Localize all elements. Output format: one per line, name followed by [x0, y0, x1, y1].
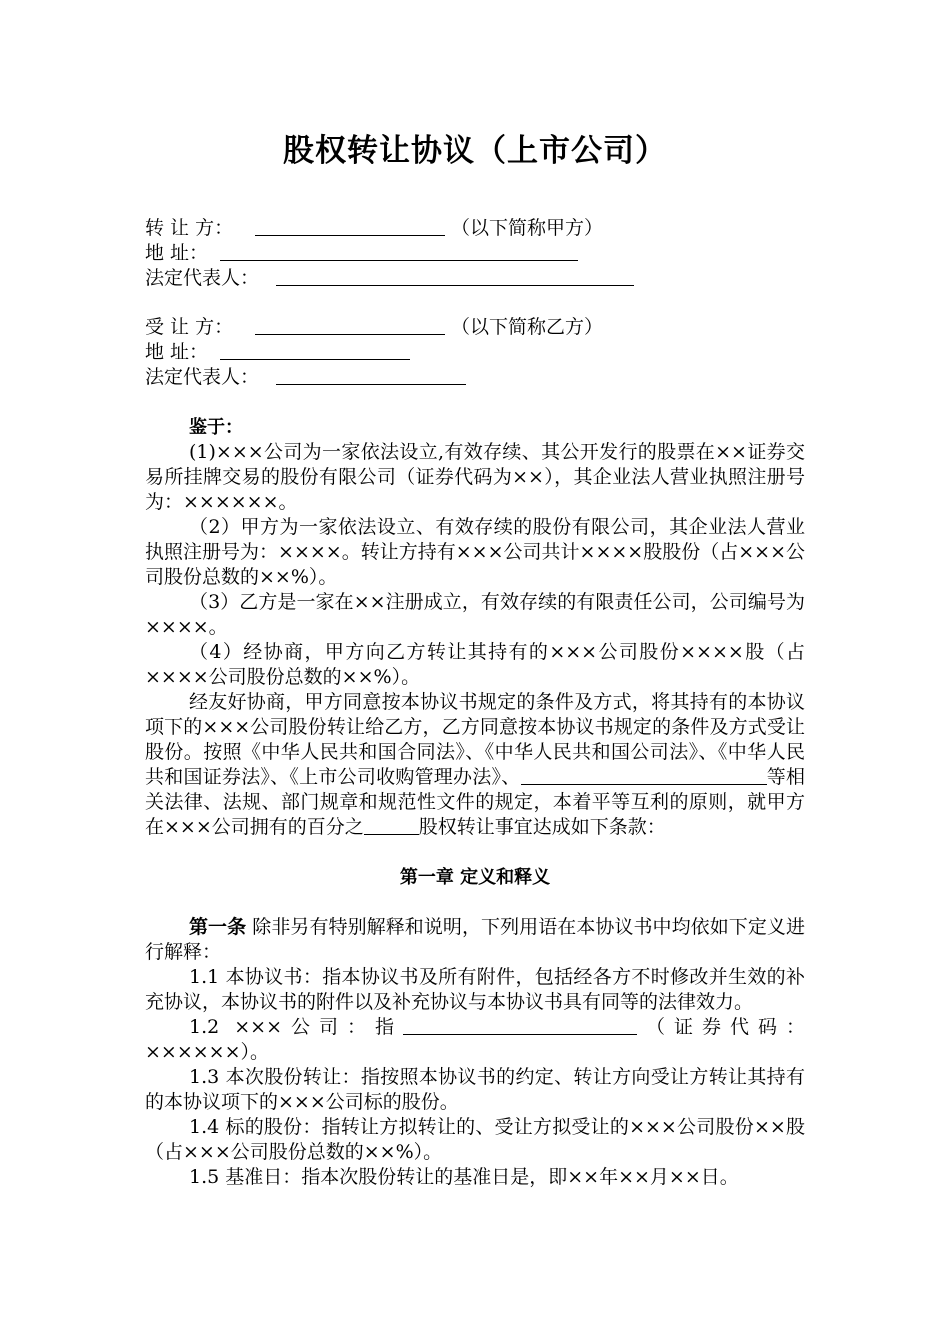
transferee-address-line [145, 340, 805, 365]
transferor-line [145, 216, 805, 241]
transferor-suffix: （以下简称甲方） [451, 217, 604, 239]
party-b-block [145, 315, 805, 390]
definition-1-2 [145, 1015, 805, 1065]
transferee-rep-label: 法定代表人： [145, 366, 260, 388]
transferor-rep-label: 法定代表人： [145, 267, 260, 289]
whereas-closing [145, 690, 805, 840]
transferor-label: 转 让 方： [145, 217, 234, 239]
transferee-rep-blank [276, 365, 466, 385]
definition-1-1: 1.1 本协议书：指本协议书及所有附件，包括经各方不时修改并生效的补充协议，本协议书的附件以及补充协议与本协议书具有同等的法律效力。 [145, 966, 805, 1013]
transferee-line [145, 315, 805, 340]
transferee-label: 受 让 方： [145, 316, 234, 338]
transferee-suffix: （以下简称乙方） [451, 316, 604, 338]
closing-text-3: 股权转让事宜达成如下条款： [418, 816, 666, 838]
definition-1-2-post: （证券代码：××××××）。 [145, 1016, 805, 1063]
article-1-heading: 第一条 [189, 916, 247, 938]
transferor-address-blank [220, 241, 578, 261]
percentage-blank [364, 815, 419, 835]
chapter-1-title: 第一章 定义和释义 [399, 867, 551, 888]
document-title: 股权转让协议（上市公司） [283, 133, 667, 169]
definition-1-3: 1.3 本次股份转让：指按照本协议书的约定、转让方向受让方转让其持有的本协议项下的×××公司标的股份。 [145, 1066, 805, 1113]
transferor-rep-blank [276, 266, 634, 286]
transferee-address-label: 地 址： [145, 341, 209, 363]
party-a-block [145, 216, 805, 291]
whereas-item-4: （4）经协商，甲方向乙方转让其持有的×××公司股份××××股（占××××公司股份总数的××%）。 [145, 641, 805, 688]
definition-1-2-pre: 1.2 ×××公司：指 [189, 1016, 403, 1038]
transferor-rep-line [145, 266, 805, 291]
transferee-blank [255, 315, 445, 335]
whereas-item-2: （2）甲方为一家依法设立、有效存续的股份有限公司，其企业法人营业执照注册号为：××××。转让方持有×××公司共计××××股股份（占×××公司股份总数的××%）。 [145, 516, 805, 588]
definition-1-4: 1.4 标的股份：指转让方拟转让的、受让方拟受让的×××公司股份××股（占×××公司股份总数的××%）。 [145, 1116, 805, 1163]
company-name-blank [403, 1015, 637, 1035]
transferee-address-blank [220, 340, 410, 360]
closing-text-1: 经友好协商，甲方同意按本协议书规定的条件及方式，将其持有的本协议项下的×××公司股份转让给乙方，乙方同意按本协议书规定的条件及方式受让股份。按照《中华人民共和国合同法》、《中华人民共和国公司法》、《中华人民共和国证券法》、《上市公司收购管理办法》、 [145, 691, 805, 788]
laws-blank [521, 765, 767, 785]
closing-text-2: 等相关法律、法规、部门规章和规范性文件的规定，本着平等互利的原则，就甲方在×××公司拥有的百分之 [145, 766, 805, 838]
whereas-heading: 鉴于： [189, 417, 243, 438]
transferor-address-line [145, 241, 805, 266]
document-body [145, 415, 805, 1190]
transferee-rep-line [145, 365, 805, 390]
whereas-item-3: （3）乙方是一家在××注册成立，有效存续的有限责任公司，公司编号为××××。 [145, 591, 805, 638]
whereas-item-1: (1)×××公司为一家依法设立,有效存续、其公开发行的股票在××证券交易所挂牌交易的股份有限公司（证券代码为××），其企业法人营业执照注册号为：××××××。 [145, 441, 805, 513]
article-1-text: 除非另有特别解释和说明，下列用语在本协议书中均依如下定义进行解释： [145, 916, 805, 963]
definition-1-5: 1.5 基准日：指本次股份转让的基准日是，即××年××月××日。 [189, 1166, 739, 1188]
transferor-address-label: 地 址： [145, 242, 209, 264]
article-1 [145, 915, 805, 965]
transferor-blank [255, 216, 445, 236]
